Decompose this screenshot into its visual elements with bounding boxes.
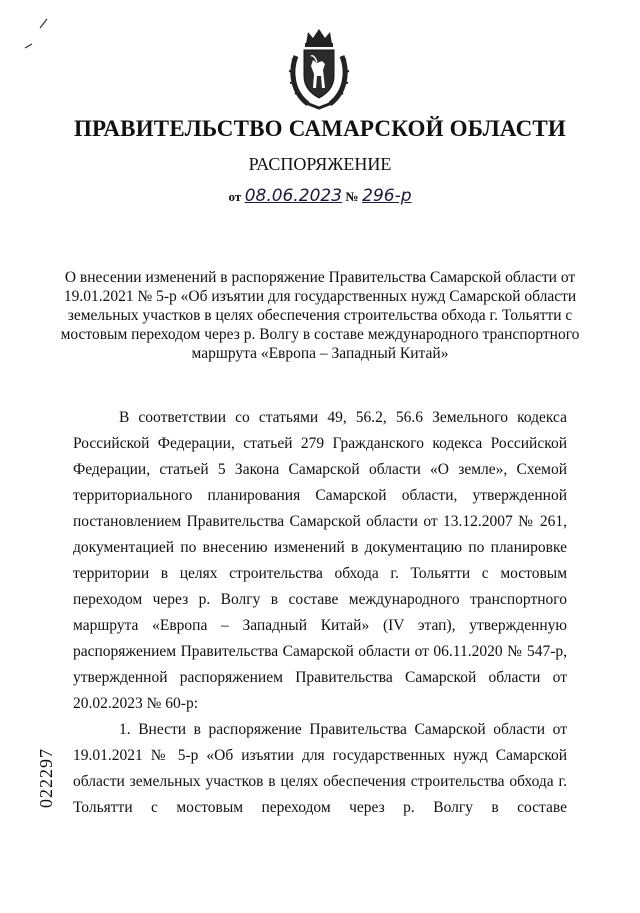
number-prefix: № <box>345 189 359 204</box>
coat-of-arms-emblem <box>286 26 352 110</box>
item-1-paragraph: 1. Внести в распоряжение Правительства Самарской области от 19.01.2021 № 5-р «Об изъятии для государственных нужд Самарской области земельных участков в целях обеспечения строительства обхода г. Тольятти с мостовым переходом через р. Волгу в составе <box>73 721 567 816</box>
date-number-line <box>0 186 640 206</box>
document-body <box>73 405 567 821</box>
side-serial-number: 022297 <box>36 748 56 808</box>
handwritten-number: 296-р <box>362 186 412 206</box>
pen-mark <box>24 42 34 50</box>
government-title: ПРАВИТЕЛЬСТВО САМАРСКОЙ ОБЛАСТИ <box>73 116 567 141</box>
document-subject: О внесении изменений в распоряжение Правительства Самарской области от 19.01.2021 № 5-р «Об изъятии для государственных нужд Самарской области земельных участков в целях обеспечения строительства обхода г. Тольятти с мостовым переходом через р. Волгу в составе международного транспортного маршрута «Европа – Западный Китай» <box>60 269 580 362</box>
date-prefix: от <box>228 189 242 204</box>
handwritten-date: 08.06.2023 <box>244 186 343 206</box>
pen-mark <box>38 16 50 30</box>
preamble-paragraph: В соответствии со статьями 49, 56.2, 56.6 Земельного кодекса Российской Федерации, статьей 279 Гражданского кодекса Российской Федерации, статьей 5 Закона Самарской области «О земле», Схемой территориального планирования Самарской области, утвержденной постановлением Правительства Самарской области от 13.12.2007 № 261, документацией по внесению изменений в документацию по планировке территории в целях строительства обхода г. Тольятти с мостовым переходом через р. Волгу в составе международного транспортного маршрута «Европа – Западный Китай» (IV этап), утвержденную распоряжением Правительства Самарской области от 06.11.2020 № 547-р, утвержденной распоряжением Правительства Самарской области от 20.02.2023 № 60-р: <box>73 409 567 712</box>
document-type: РАСПОРЯЖЕНИЕ <box>248 154 392 174</box>
